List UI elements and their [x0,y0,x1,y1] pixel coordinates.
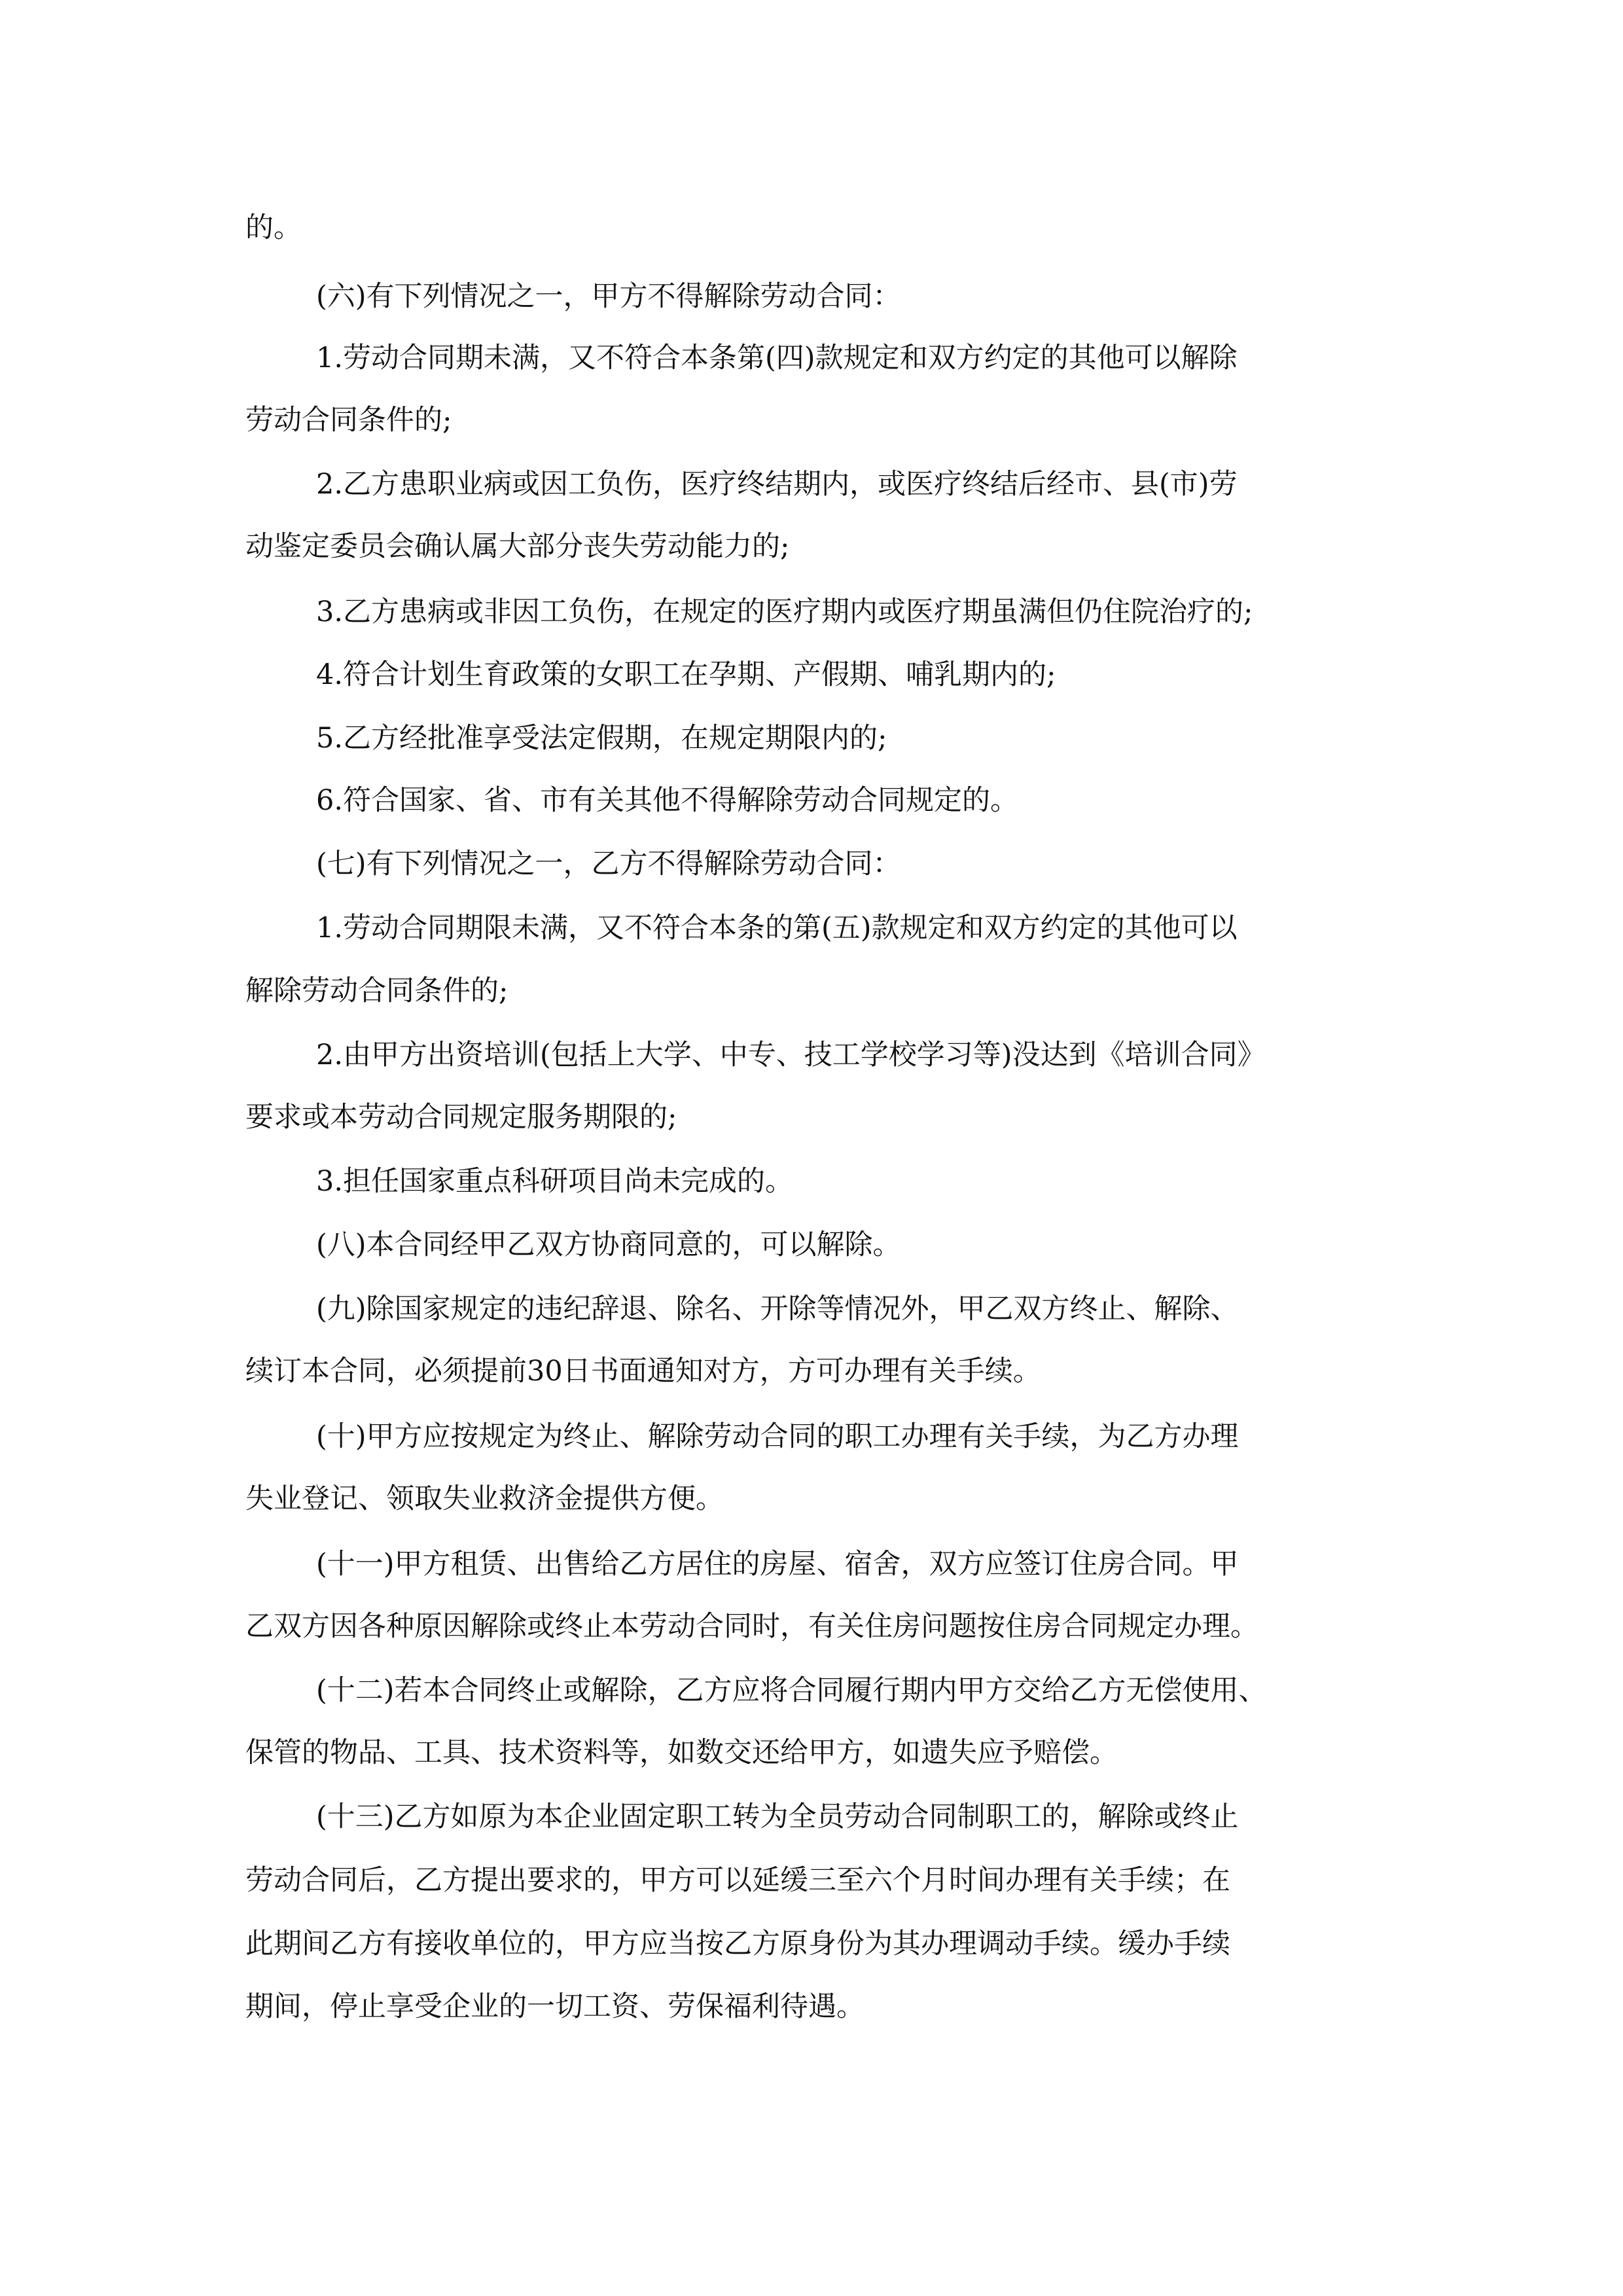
clause-heading: (九)除国家规定的违纪辞退、除名、开除等情况外，甲乙双方终止、解除、 [316,1293,1239,1325]
text-line: 4.符合计划生育政策的女职工在孕期、产假期、哺乳期内的; [316,658,1056,691]
text-line: 续订本合同，必须提前30日书面通知对方，方可办理有关手续。 [245,1355,1041,1388]
text-line: 解除劳动合同条件的; [245,975,508,1007]
text-line: 3.乙方患病或非因工负伤，在规定的医疗期内或医疗期虽满但仍住院治疗的; [316,596,1253,628]
text-line: 6.符合国家、省、市有关其他不得解除劳动合同规定的。 [316,784,1019,817]
text-line: 的。 [245,211,302,244]
text-line: 劳动合同后，乙方提出要求的，甲方可以延缓三至六个月时间办理有关手续；在 [245,1864,1230,1897]
text-line: 1.劳动合同期未满，又不符合本条第(四)款规定和双方约定的其他可以解除 [316,342,1238,374]
clause-heading: (六)有下列情况之一，甲方不得解除劳动合同： [316,280,901,313]
text-line: 1.劳动合同期限未满，又不符合本条的第(五)款规定和双方约定的其他可以 [316,912,1238,944]
text-line: 期间，停止享受企业的一切工资、劳保福利待遇。 [245,1990,865,2023]
clause-heading: (十一)甲方租赁、出售给乙方居住的房屋、宿舍，双方应签订住房合同。甲 [316,1548,1239,1581]
text-line: 3.担任国家重点科研项目尚未完成的。 [316,1165,794,1198]
clause-heading: (十)甲方应按规定为终止、解除劳动合同的职工办理有关手续，为乙方办理 [316,1420,1239,1453]
text-line: 2.乙方患职业病或因工负伤，医疗终结期内，或医疗终结后经市、县(市)劳 [316,468,1238,501]
clause-heading: (十三)乙方如原为本企业固定职工转为全员劳动合同制职工的，解除或终止 [316,1801,1239,1833]
text-line: 2.由甲方出资培训(包括上大学、中专、技工学校学习等)没达到《培训合同》 [316,1039,1266,1071]
clause-heading: (八)本合同经甲乙双方协商同意的，可以解除。 [316,1229,901,1261]
clause-heading: (七)有下列情况之一，乙方不得解除劳动合同： [316,848,901,880]
text-line: 乙双方因各种原因解除或终止本劳动合同时，有关住房问题按住房合同规定办理。 [245,1610,1258,1643]
text-line: 劳动合同条件的; [245,404,452,437]
clause-heading: (十二)若本合同终止或解除，乙方应将合同履行期内甲方交给乙方无偿使用、 [316,1674,1267,1707]
text-line: 失业登记、领取失业救济金提供方便。 [245,1482,724,1515]
text-line: 保管的物品、工具、技术资料等，如数交还给甲方，如遗失应予赔偿。 [245,1736,1118,1769]
text-line: 5.乙方经批准享受法定假期，在规定期限内的; [316,722,887,755]
text-line: 此期间乙方有接收单位的，甲方应当按乙方原身份为其办理调动手续。缓办手续 [245,1928,1230,1960]
text-line: 动鉴定委员会确认属大部分丧失劳动能力的; [245,530,790,563]
text-line: 要求或本劳动合同规定服务期限的; [245,1101,677,1134]
